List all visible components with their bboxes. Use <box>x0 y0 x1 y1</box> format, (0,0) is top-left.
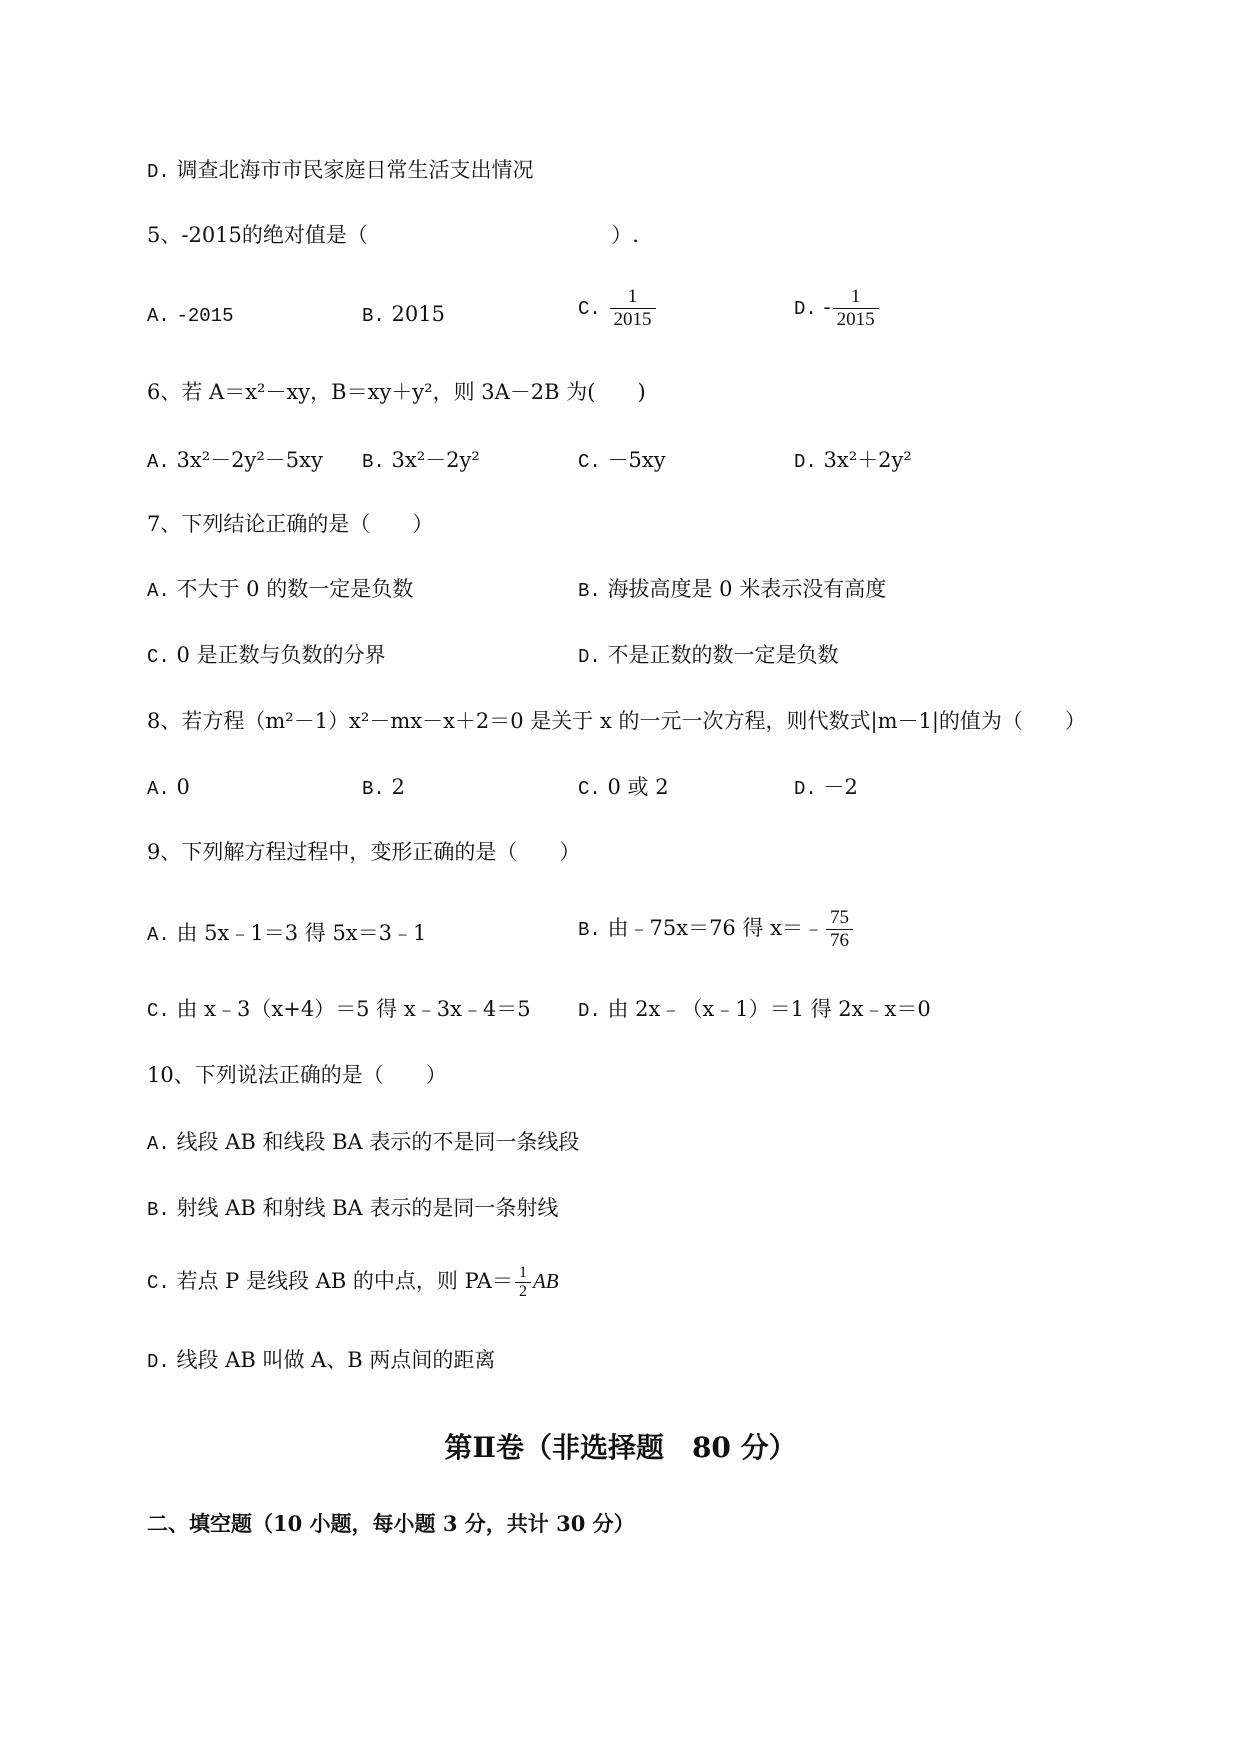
option-text: －2 <box>823 775 858 799</box>
numerator: 1 <box>627 286 638 307</box>
question-10-stem: 10、下列说法正确的是（ ） <box>147 1063 447 1087</box>
q6-option-c <box>578 446 666 476</box>
q5-option-b <box>362 300 445 330</box>
q5-option-c <box>578 286 658 331</box>
q8-option-a <box>147 773 190 803</box>
option-label: B. <box>578 580 601 602</box>
question-6-stem: 6、若 A＝x²－xy，B＝xy＋y²，则 3A－2B 为( ) <box>147 380 646 404</box>
option-label: A. <box>147 305 170 327</box>
fraction <box>515 1264 531 1301</box>
option-label: B. <box>362 778 385 800</box>
option-label: C. <box>578 778 601 800</box>
option-text: 射线 AB 和射线 BA 表示的是同一条射线 <box>176 1196 559 1220</box>
option-text: 由 x﹣3（x+4）＝5 得 x﹣3x﹣4＝5 <box>176 997 531 1021</box>
option-text-end: AB <box>532 1269 559 1293</box>
q10-option-b <box>147 1194 558 1224</box>
fraction <box>826 907 853 952</box>
option-label: A. <box>147 778 170 800</box>
option-label: C. <box>578 298 601 320</box>
option-text: 由﹣75x＝76 得 x＝﹣ <box>607 916 824 940</box>
numerator: 75 <box>829 907 849 928</box>
option-label: C. <box>147 1000 170 1022</box>
option-text: 3x²＋2y² <box>823 448 912 472</box>
question-9-stem: 9、下列解方程过程中，变形正确的是（ ） <box>147 840 581 864</box>
q6-option-a <box>147 446 323 476</box>
question-stem-end: ）. <box>611 223 639 247</box>
option-text: 3x²－2y²－5xy <box>176 448 323 472</box>
q7-option-b <box>578 575 886 605</box>
option-label: D. <box>147 161 170 183</box>
option-label: A. <box>147 1133 170 1155</box>
q10-option-c <box>147 1264 559 1301</box>
numerator: 1 <box>518 1264 527 1281</box>
q7-option-a <box>147 575 413 605</box>
part-2-heading: 第Ⅱ卷（非选择题 80 分） <box>444 1431 797 1464</box>
q7-option-d <box>578 641 839 671</box>
numerator: 1 <box>850 286 861 307</box>
option-text: 不是正数的数一定是负数 <box>607 643 839 667</box>
option-text: 2015 <box>391 302 445 326</box>
option-d-prev <box>147 156 534 186</box>
option-text: -2015 <box>176 305 234 327</box>
option-text: 0 <box>176 775 190 799</box>
q6-option-d <box>794 446 912 476</box>
question-stem: 5、-2015的绝对值是（ <box>147 223 368 247</box>
option-text: 若点 P 是线段 AB 的中点，则 PA＝ <box>176 1269 513 1293</box>
option-label: D. <box>578 646 601 668</box>
option-text: 线段 AB 和线段 BA 表示的不是同一条线段 <box>176 1130 580 1154</box>
q9-option-b <box>578 907 855 952</box>
option-text: 0 是正数与负数的分界 <box>176 643 386 667</box>
option-text: 0 或 2 <box>607 775 669 799</box>
minus-sign: - <box>823 295 831 319</box>
option-label: B. <box>362 451 385 473</box>
option-text: 调查北海市市民家庭日常生活支出情况 <box>176 158 534 182</box>
denominator: 2015 <box>610 308 656 331</box>
option-label: A. <box>147 580 170 602</box>
option-text: 海拔高度是 0 米表示没有高度 <box>607 577 887 601</box>
q7-option-c <box>147 641 386 671</box>
option-text: 由 2x﹣（x﹣1）＝1 得 2x﹣x＝0 <box>607 997 931 1021</box>
option-label: D. <box>794 778 817 800</box>
fraction <box>833 286 879 331</box>
option-label: A. <box>147 924 170 946</box>
q5-option-a <box>147 300 234 330</box>
q8-option-b <box>362 773 405 803</box>
q9-option-d <box>578 995 931 1025</box>
option-text: 不大于 0 的数一定是负数 <box>176 577 414 601</box>
option-label: B. <box>578 919 601 941</box>
denominator: 2 <box>515 1282 531 1301</box>
q9-option-c <box>147 995 531 1025</box>
q10-option-a <box>147 1128 579 1158</box>
q9-option-a <box>147 919 426 949</box>
option-text: 线段 AB 叫做 A、B 两点间的距离 <box>176 1348 496 1372</box>
option-label: D. <box>794 451 817 473</box>
option-label: D. <box>794 298 817 320</box>
q5-option-d <box>794 286 881 331</box>
denominator: 76 <box>826 929 853 952</box>
option-label: B. <box>147 1199 170 1221</box>
section-2-heading: 二、填空题（10 小题，每小题 3 分，共计 30 分） <box>147 1511 635 1536</box>
q8-option-d <box>794 773 858 803</box>
option-label: C. <box>147 646 170 668</box>
option-label: D. <box>147 1351 170 1373</box>
option-label: B. <box>362 305 385 327</box>
option-text: －5xy <box>607 448 666 472</box>
option-text: 由 5x﹣1＝3 得 5x＝3﹣1 <box>176 921 427 945</box>
q10-option-d <box>147 1346 495 1376</box>
option-label: D. <box>578 1000 601 1022</box>
q6-option-b <box>362 446 480 476</box>
option-text: 3x²－2y² <box>391 448 480 472</box>
question-8-stem: 8、若方程（m²－1）x²－mx－x＋2＝0 是关于 x 的一元一次方程，则代数式|m－1|的值为（ ） <box>147 709 1086 733</box>
q8-option-c <box>578 773 669 803</box>
question-5-stem <box>147 221 639 249</box>
option-text: 2 <box>391 775 405 799</box>
option-label: C. <box>147 1272 170 1294</box>
denominator: 2015 <box>833 308 879 331</box>
option-label: C. <box>578 451 601 473</box>
option-label: A. <box>147 451 170 473</box>
fraction <box>610 286 656 331</box>
question-7-stem: 7、下列结论正确的是（ ） <box>147 512 434 536</box>
